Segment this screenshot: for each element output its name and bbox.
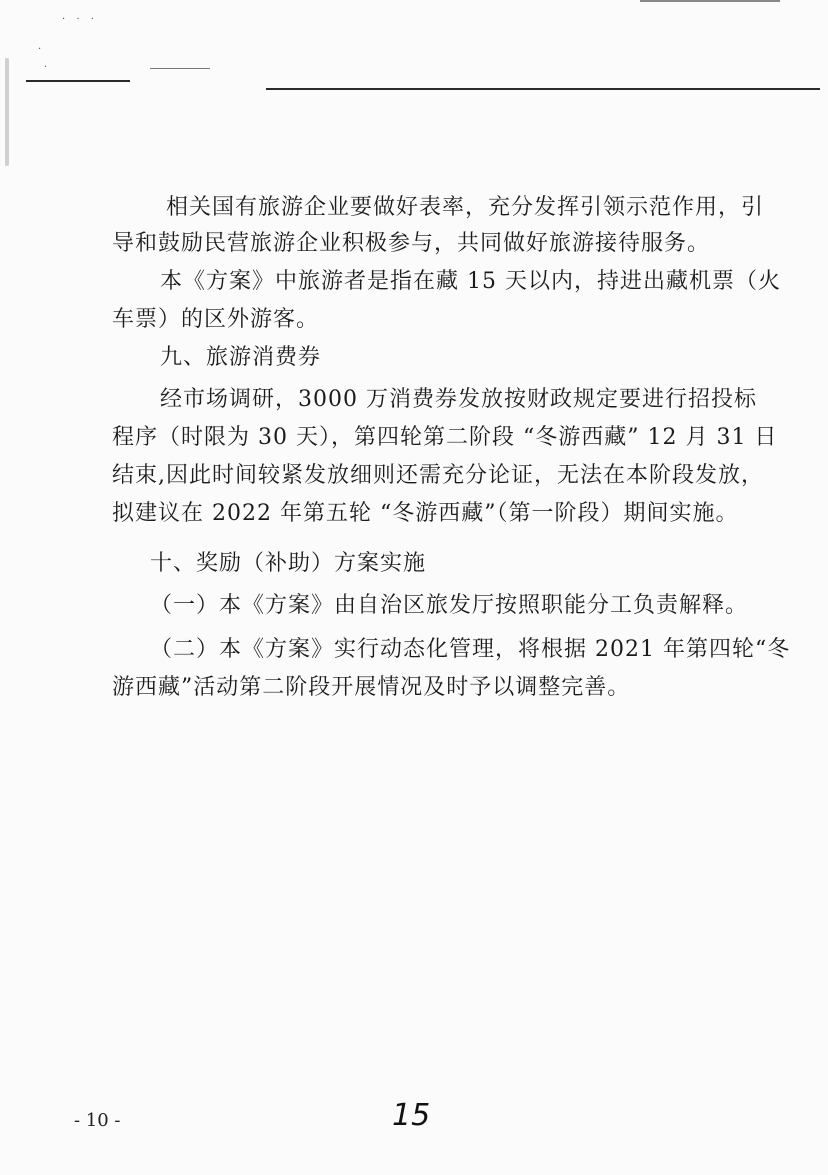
page-number: - 10 -	[74, 1110, 121, 1131]
section-heading: 九、旅游消费券	[160, 345, 322, 370]
paragraph-line: 经市场调研，3000 万消费券发放按财政规定要进行招投标	[160, 387, 757, 412]
scan-noise: ·	[38, 44, 46, 55]
paragraph-line: 本《方案》中旅游者是指在藏 15 天以内，持进出藏机票（火	[160, 269, 781, 294]
paragraph-line: 导和鼓励民营旅游企业积极参与，共同做好旅游接待服务。	[112, 231, 711, 256]
scan-rule	[640, 0, 780, 2]
paragraph-line: 车票）的区外游客。	[112, 307, 320, 332]
paragraph-line: 结束,因此时间较紧发放细则还需充分论证，无法在本阶段发放，	[112, 463, 764, 488]
scroll-indicator	[5, 58, 9, 166]
scan-rule	[266, 88, 820, 90]
paragraph-line: 相关国有旅游企业要做好表率，充分发挥引领示范作用，引	[166, 195, 765, 220]
handwritten-page-number: 15	[392, 1098, 431, 1133]
paragraph-line: （一）本《方案》由自治区旅发厅按照职能分工负责解释。	[150, 593, 749, 618]
paragraph-line: 游西藏”活动第二阶段开展情况及时予以调整完善。	[112, 675, 631, 700]
paragraph-line: （二）本《方案》实行动态化管理，将根据 2021 年第四轮“冬	[150, 637, 791, 662]
scan-noise: ·	[44, 62, 52, 73]
scan-noise: · · ·	[62, 14, 98, 25]
scan-rule	[26, 80, 130, 82]
scan-rule	[150, 68, 210, 69]
paragraph-line: 程序（时限为 30 天），第四轮第二阶段 “冬游西藏” 12 月 31 日	[112, 425, 778, 450]
paragraph-line: 拟建议在 2022 年第五轮 “冬游西藏”（第一阶段）期间实施。	[112, 501, 739, 526]
section-heading: 十、奖励（补助）方案实施	[150, 551, 427, 576]
